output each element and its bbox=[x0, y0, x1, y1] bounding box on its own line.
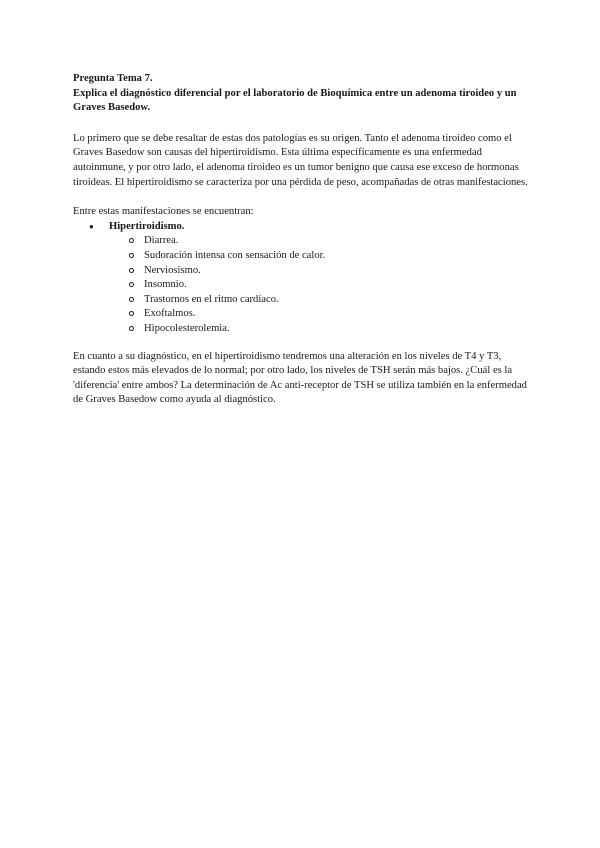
sublist-item bbox=[109, 307, 533, 322]
sublist-item-text: Nerviosismo. bbox=[144, 264, 201, 276]
question-prompt: Explica el diagnóstico diferencial por el laboratorio de Bioquímica entre un adenoma tiroideo y un Graves Basedow. bbox=[73, 87, 517, 114]
sublist-item bbox=[109, 249, 533, 264]
hollow-circle-bullet-icon bbox=[129, 282, 134, 287]
paragraph-diagnosis: En cuanto a su diagnóstico, en el hipertiroidismo tendremos una alteración en los niveles de T4 y T3, estando estos más elevados de lo normal; por otro lado, los niveles de TSH serán más bajos. ¿Cuál es la 'diferencia' entre ambos? La determinación de Ac anti-receptor de TSH se utiliza también en la enfermedad de Graves Basedow como ayuda al diagnóstico. bbox=[73, 350, 527, 406]
list-item-label: Hipertiroidismo. bbox=[109, 220, 185, 232]
hollow-circle-bullet-icon bbox=[129, 297, 134, 302]
sublist-item-text: Insomnio. bbox=[144, 279, 187, 291]
sublist-item-text: Sudoración intensa con sensación de calor. bbox=[144, 249, 326, 261]
hollow-circle-bullet-icon bbox=[129, 253, 134, 258]
sublist-item-text: Exoftalmos. bbox=[144, 308, 196, 320]
document-body bbox=[73, 72, 533, 423]
sublist-item bbox=[109, 293, 533, 308]
hollow-circle-bullet-icon bbox=[129, 326, 134, 331]
hollow-circle-bullet-icon bbox=[129, 311, 134, 316]
list-intro: Entre estas manifestaciones se encuentran: bbox=[73, 206, 254, 218]
symptoms-sublist bbox=[109, 234, 533, 336]
sublist-item-text: Diarrea. bbox=[144, 235, 179, 247]
sublist-item-text: Trastornos en el ritmo cardíaco. bbox=[144, 293, 279, 305]
sublist-item-text: Hipocolesterolemia. bbox=[144, 322, 230, 334]
paragraph-origin: Lo primero que se debe resaltar de estas dos patologías es su origen. Tanto el adenoma tiroideo como el Graves Basedow son causas del hipertiroidismo. Esta última específicamente es una enfermedad autoinmune, y por otro lado, el adenoma tiroideo es un tumor benigno que causa ese exceso de hormonas tiroideas. El hipertiroidismo se caracteriza por una pérdida de peso, acompañadas de otras manifestaciones. bbox=[73, 132, 528, 188]
sublist-item bbox=[109, 322, 533, 337]
sublist-item bbox=[109, 278, 533, 293]
manifestations-list bbox=[73, 220, 533, 337]
bullet-icon: ● bbox=[89, 221, 94, 231]
question-heading bbox=[73, 72, 533, 116]
hollow-circle-bullet-icon bbox=[129, 238, 134, 243]
sublist-item bbox=[109, 234, 533, 249]
question-title: Pregunta Tema 7. bbox=[73, 73, 153, 84]
sublist-item bbox=[109, 264, 533, 279]
list-item-hipertiroidismo bbox=[73, 220, 533, 337]
hollow-circle-bullet-icon bbox=[129, 268, 134, 273]
